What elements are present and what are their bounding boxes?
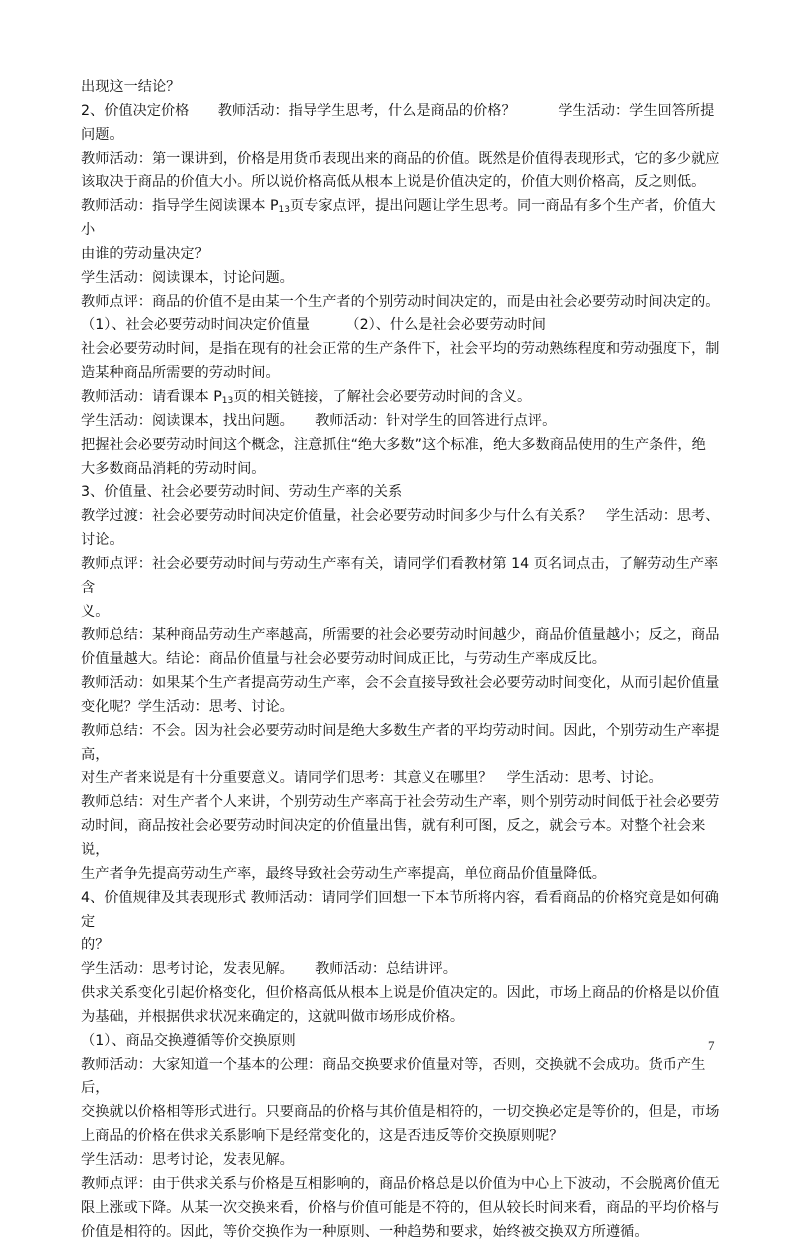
text-line: 生产者争先提高劳动生产率，最终导致社会劳动生产率提高，单位商品价值量降低。 xyxy=(81,863,721,887)
page-number: 7 xyxy=(708,1038,715,1054)
text-line: 动时间，商品按社会必要劳动时间决定的价值量出售，就有利可图，反之，就会亏本。对整个社会来说， xyxy=(81,815,721,863)
text-line: 出现这一结论？ xyxy=(81,76,721,100)
subheading-line: （1）、社会必要劳动时间决定价值量 （2）、什么是社会必要劳动时间 xyxy=(81,314,721,338)
text-line: 供求关系变化引起价格变化，但价格高低从根本上说是价值决定的。因此，市场上商品的价格是以价值 xyxy=(81,982,721,1006)
text-line: 社会必要劳动时间，是指在现有的社会正常的生产条件下，社会平均的劳动熟练程度和劳动强度下，制 xyxy=(81,338,721,362)
text-line: 教师活动：大家知道一个基本的公理：商品交换要求价值量对等，否则，交换就不会成功。货币产生后， xyxy=(81,1054,721,1102)
text-line: 学生活动：思考讨论，发表见解。 教师活动：总结讲评。 xyxy=(81,958,721,982)
body-text xyxy=(81,76,721,1244)
text-line: 价值是相符的。因此，等价交换作为一种原则、一种趋势和要求，始终被交换双方所遵循。 xyxy=(81,1221,721,1244)
text-line: 变化呢？学生活动：思考、讨论。 xyxy=(81,696,721,720)
text-line: 价值量越大。结论：商品价值量与社会必要劳动时间成正比，与劳动生产率成反比。 xyxy=(81,648,721,672)
text-line: 把握社会必要劳动时间这个概念，注意抓住“绝大多数”这个标准，绝大多数商品使用的生产条件，绝 xyxy=(81,434,721,458)
text-line: 教师活动：指导学生阅读课本 $P_{13}$页专家点评，提出问题让学生思考。同一商品有多个生产者，价值大小 xyxy=(81,195,721,243)
text-line: 学生活动：思考讨论，发表见解。 xyxy=(81,1149,721,1173)
heading-price-determined-by-value: 2、价值决定价格 教师活动：指导学生思考，什么是商品的价格？ 学生活动：学生回答所提问题。 xyxy=(81,100,721,148)
text-line: 为基础，并根据供求状况来确定的，这就叫做市场形成价格。 xyxy=(81,1006,721,1030)
text-line: 教师总结：某种商品劳动生产率越高，所需要的社会必要劳动时间越少，商品价值量越小；反之，商品 xyxy=(81,624,721,648)
subheading-line: （1）、商品交换遵循等价交换原则 xyxy=(81,1030,721,1054)
text-line: 教师点评：由于供求关系与价格是互相影响的，商品价格总是以价值为中心上下波动，不会脱离价值无 xyxy=(81,1173,721,1197)
text-line: 学生活动：阅读课本，找出问题。 教师活动：针对学生的回答进行点评。 xyxy=(81,410,721,434)
heading-relationship: 3、价值量、社会必要劳动时间、劳动生产率的关系 xyxy=(81,481,721,505)
heading-law-of-value: 4、价值规律及其表现形式 教师活动：请同学们回想一下本节所将内容，看看商品的价格究竟是如何确定 xyxy=(81,887,721,935)
text-line: 教师点评：商品的价值不是由某一个生产者的个别劳动时间决定的，而是由社会必要劳动时间决定的。 xyxy=(81,291,721,315)
text-line: 教学过渡：社会必要劳动时间决定价值量，社会必要劳动时间多少与什么有关系？ 学生活动：思考、讨论。 xyxy=(81,505,721,553)
text-line: 该取决于商品的价值大小。所以说价格高低从根本上说是价值决定的，价值大则价格高，反之则低。 xyxy=(81,171,721,195)
text-line: 由谁的劳动量决定？ xyxy=(81,243,721,267)
text-line: 教师总结：不会。因为社会必要劳动时间是绝大多数生产者的平均劳动时间。因此，个别劳动生产率提高， xyxy=(81,720,721,768)
text-line: 限上涨或下降。从某一次交换来看，价格与价值可能是不符的，但从较长时间来看，商品的平均价格与 xyxy=(81,1197,721,1221)
text-line: 造某种商品所需要的劳动时间。 xyxy=(81,362,721,386)
text-line: 教师活动：如果某个生产者提高劳动生产率，会不会直接导致社会必要劳动时间变化，从而引起价值量 xyxy=(81,672,721,696)
text-line: 对生产者来说是有十分重要意义。请同学们思考：其意义在哪里？ 学生活动：思考、讨论。 xyxy=(81,767,721,791)
text-line: 义。 xyxy=(81,601,721,625)
text-line: 交换就以价格相等形式进行。只要商品的价格与其价值是相符的，一切交换必定是等价的，但是，市场 xyxy=(81,1101,721,1125)
text-line: 教师活动：请看课本 $P_{13}$页的相关链接，了解社会必要劳动时间的含义。 xyxy=(81,386,721,410)
text-line: 教师点评：社会必要劳动时间与劳动生产率有关，请同学们看教材第 14 页名词点击，了解劳动生产率含 xyxy=(81,553,721,601)
text-line: 学生活动：阅读课本，讨论问题。 xyxy=(81,267,721,291)
text-line: 上商品的价格在供求关系影响下是经常变化的，这是否违反等价交换原则呢？ xyxy=(81,1125,721,1149)
text-line: 教师活动：第一课讲到，价格是用货币表现出来的商品的价值。既然是价值得表现形式，它的多少就应 xyxy=(81,148,721,172)
text-line: 大多数商品消耗的劳动时间。 xyxy=(81,458,721,482)
text-line: 教师总结：对生产者个人来讲，个别劳动生产率高于社会劳动生产率，则个别劳动时间低于社会必要劳 xyxy=(81,791,721,815)
text-line: 的？ xyxy=(81,934,721,958)
